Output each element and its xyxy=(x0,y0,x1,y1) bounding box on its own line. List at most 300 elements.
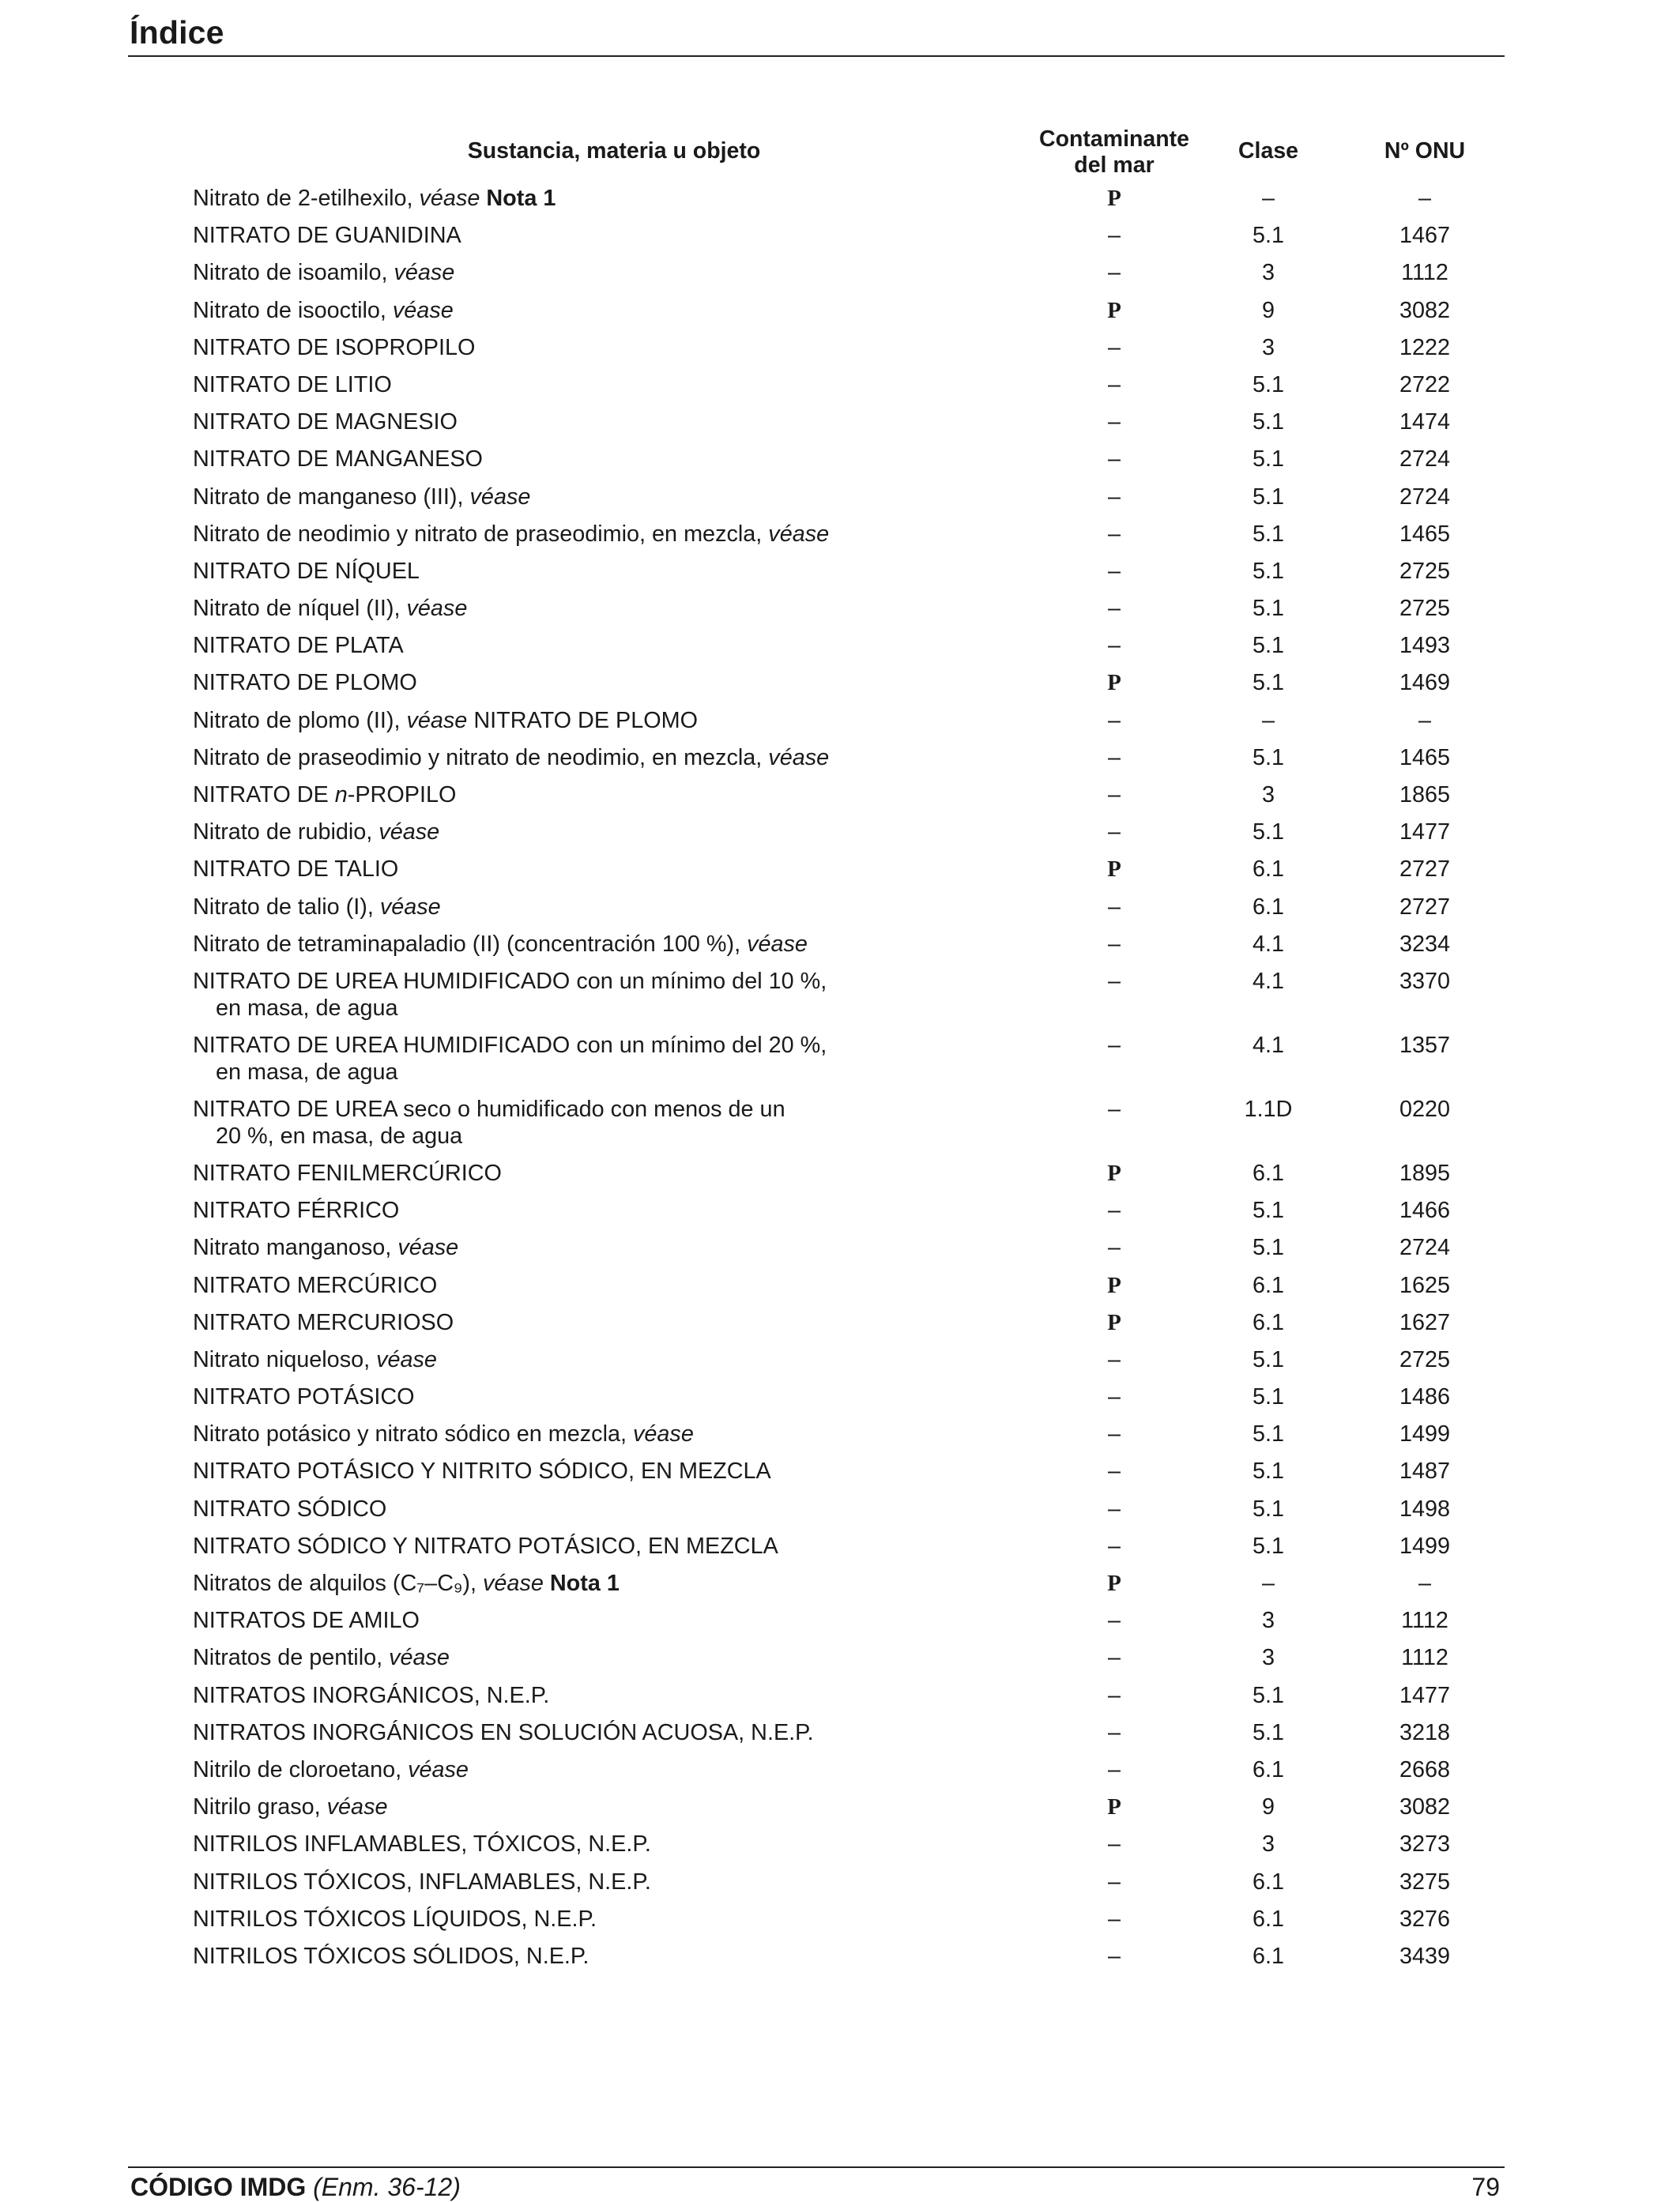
marine-pollutant-cell: – xyxy=(1107,1645,1121,1671)
substance-note-ref: Nota 1 xyxy=(480,186,556,211)
table-row xyxy=(0,1794,1680,1831)
marine-pollutant-cell: P xyxy=(1107,1309,1121,1335)
un-number-cell: 1467 xyxy=(1399,223,1451,249)
substance-name-text: Nitrato de isoamilo, xyxy=(193,260,394,286)
class-cell: 5.1 xyxy=(1252,819,1285,845)
un-number-cell: 1112 xyxy=(1401,1608,1448,1634)
un-number-cell: 1498 xyxy=(1399,1496,1451,1522)
table-row xyxy=(0,707,1680,744)
substance-name xyxy=(193,819,888,845)
substance-name-text: Nitrato de tetraminapaladio (II) (concentración 100 %), xyxy=(193,931,748,957)
column-header-contaminante xyxy=(1026,126,1203,179)
substance-name-text: NITRATOS INORGÁNICOS EN SOLUCIÓN ACUOSA, N.E.P. xyxy=(193,1719,814,1745)
un-number-cell: 1465 xyxy=(1399,521,1451,547)
substance-name-italic: véase xyxy=(408,1756,469,1782)
un-number-cell: 1466 xyxy=(1399,1198,1451,1224)
substance-name-text: Nitrato de plomo (II), xyxy=(193,707,407,733)
substance-name-continuation: 20 %, en masa, de agua xyxy=(216,1123,463,1149)
page-title: Índice xyxy=(130,14,224,51)
marine-pollutant-cell: – xyxy=(1107,1421,1121,1447)
table-row xyxy=(0,1533,1680,1570)
substance-name-italic: véase xyxy=(483,1571,544,1596)
column-header-sustancia: Sustancia, materia u objeto xyxy=(467,138,761,164)
substance-name-text: Nitratos de alquilos (C₇–C₉), xyxy=(193,1571,484,1596)
substance-name-italic: véase xyxy=(394,260,455,286)
un-number-cell: – xyxy=(1418,186,1431,211)
class-cell: – xyxy=(1261,186,1275,211)
page-footer xyxy=(128,2166,1505,2201)
class-cell: 5.1 xyxy=(1252,1384,1285,1410)
substance-name xyxy=(193,1607,888,1634)
un-number-cell: 2722 xyxy=(1399,371,1451,397)
un-number-cell: – xyxy=(1418,707,1431,733)
table-row xyxy=(0,1943,1680,1980)
substance-name xyxy=(193,1794,888,1820)
footer-edition: (Enm. 36-12) xyxy=(313,2173,461,2201)
substance-name xyxy=(193,1309,888,1336)
substance-name-text: Nitrato de isooctilo, xyxy=(193,297,393,323)
substance-name-text: NITRATO DE xyxy=(193,782,335,807)
class-cell: 6.1 xyxy=(1252,894,1285,920)
marine-pollutant-cell: – xyxy=(1107,521,1121,547)
class-cell: 5.1 xyxy=(1252,1682,1285,1708)
substance-name-tail: NITRATO DE PLOMO xyxy=(467,707,699,733)
substance-name-italic: véase xyxy=(379,894,441,920)
table-row xyxy=(0,931,1680,968)
substance-name-text: NITRATOS INORGÁNICOS, N.E.P. xyxy=(193,1682,550,1708)
page-header xyxy=(128,11,1505,57)
table-row xyxy=(0,1869,1680,1906)
substance-name-text: NITRATO DE MANGANESO xyxy=(193,446,483,472)
substance-name-text: NITRATO POTÁSICO Y NITRITO SÓDICO, EN MEZCLA xyxy=(193,1459,771,1485)
marine-pollutant-cell: – xyxy=(1107,1906,1121,1932)
un-number-cell: 1465 xyxy=(1399,744,1451,770)
substance-name-text: Nitrato de 2-etilhexilo, xyxy=(193,186,420,211)
substance-name-tail: -PROPILO xyxy=(347,782,457,807)
class-cell: 5.1 xyxy=(1252,558,1285,584)
table-row xyxy=(0,1032,1680,1096)
un-number-cell: 3439 xyxy=(1399,1943,1451,1969)
table-header xyxy=(0,119,1680,182)
table-row xyxy=(0,222,1680,259)
substance-name xyxy=(193,1644,888,1671)
table-row xyxy=(0,297,1680,334)
un-number-cell: 3218 xyxy=(1399,1719,1451,1745)
substance-name-text: NITRATO DE NÍQUEL xyxy=(193,558,420,584)
substance-name-text: NITRATO DE UREA HUMIDIFICADO con un mínimo del 10 %, xyxy=(193,968,827,994)
marine-pollutant-cell: – xyxy=(1107,1831,1121,1858)
substance-name xyxy=(193,446,888,472)
un-number-cell: – xyxy=(1418,1571,1431,1596)
class-cell: – xyxy=(1261,1571,1275,1596)
table-row xyxy=(0,1831,1680,1868)
marine-pollutant-cell: – xyxy=(1107,968,1121,994)
substance-name-text: NITRATO DE ISOPROPILO xyxy=(193,334,476,360)
substance-name-text: Nitrato de níquel (II), xyxy=(193,596,407,622)
un-number-cell: 1486 xyxy=(1399,1384,1451,1410)
class-cell: 4.1 xyxy=(1252,1032,1285,1058)
substance-name-italic: véase xyxy=(397,1235,459,1261)
class-cell: 6.1 xyxy=(1252,1160,1285,1186)
substance-name xyxy=(193,558,888,585)
table-row xyxy=(0,1272,1680,1309)
class-cell: 3 xyxy=(1261,260,1275,286)
table-row xyxy=(0,1458,1680,1495)
substance-name-text: Nitrato de talio (I), xyxy=(193,894,380,920)
footer-code xyxy=(130,2173,461,2202)
class-cell: 5.1 xyxy=(1252,484,1285,510)
column-header-contaminante-line2: del mar xyxy=(1074,152,1155,178)
class-cell: 5.1 xyxy=(1252,1421,1285,1447)
class-cell: 5.1 xyxy=(1252,1346,1285,1372)
un-number-cell: 2727 xyxy=(1399,856,1451,883)
un-number-cell: 2725 xyxy=(1399,558,1451,584)
marine-pollutant-cell: – xyxy=(1107,1608,1121,1634)
table-row xyxy=(0,1570,1680,1607)
substance-name xyxy=(193,781,888,808)
substance-name xyxy=(193,185,888,212)
table-row xyxy=(0,1197,1680,1234)
marine-pollutant-cell: – xyxy=(1107,1032,1121,1058)
table-row xyxy=(0,1644,1680,1681)
substance-name xyxy=(193,1682,888,1709)
table-row xyxy=(0,1719,1680,1756)
table-row xyxy=(0,1346,1680,1383)
substance-name xyxy=(193,1096,888,1150)
substance-name xyxy=(193,1869,888,1895)
un-number-cell: 1477 xyxy=(1399,1682,1451,1708)
class-cell: 5.1 xyxy=(1252,670,1285,696)
substance-name xyxy=(193,521,888,548)
footer-code-title: CÓDIGO IMDG xyxy=(130,2173,307,2201)
un-number-cell: 1627 xyxy=(1399,1309,1451,1335)
table-row xyxy=(0,1383,1680,1421)
marine-pollutant-cell: – xyxy=(1107,371,1121,397)
substance-name-text: Nitrilo graso, xyxy=(193,1794,327,1820)
table-row xyxy=(0,968,1680,1032)
substance-name-text: NITRILOS TÓXICOS LÍQUIDOS, N.E.P. xyxy=(193,1906,597,1932)
marine-pollutant-cell: P xyxy=(1107,186,1121,211)
substance-name xyxy=(193,1570,888,1597)
substance-name-text: NITRILOS TÓXICOS, INFLAMABLES, N.E.P. xyxy=(193,1869,651,1895)
table-row xyxy=(0,669,1680,706)
marine-pollutant-cell: – xyxy=(1107,409,1121,435)
substance-name-text: NITRATO SÓDICO Y NITRATO POTÁSICO, EN MEZCLA xyxy=(193,1533,778,1559)
substance-name-text: Nitrato de neodimio y nitrato de praseodimio, en mezcla, xyxy=(193,521,769,547)
class-cell: 3 xyxy=(1261,1608,1275,1634)
substance-name xyxy=(193,1943,888,1970)
class-cell: 9 xyxy=(1261,297,1275,323)
substance-name-text: NITRATO DE UREA seco o humidificado con menos de un xyxy=(193,1096,785,1122)
un-number-cell: 3370 xyxy=(1399,968,1451,994)
marine-pollutant-cell: P xyxy=(1107,1272,1121,1298)
class-cell: 3 xyxy=(1261,782,1275,807)
un-number-cell: 1499 xyxy=(1399,1533,1451,1559)
marine-pollutant-cell: – xyxy=(1107,1096,1121,1122)
substance-name xyxy=(193,707,888,734)
substance-name-italic: véase xyxy=(633,1421,694,1447)
class-cell: 3 xyxy=(1261,334,1275,360)
table-row xyxy=(0,856,1680,893)
substance-name xyxy=(193,259,888,286)
un-number-cell: 1469 xyxy=(1399,670,1451,696)
substance-name xyxy=(193,484,888,510)
column-header-contaminante-line1: Contaminante xyxy=(1038,126,1189,152)
substance-name-text: Nitrato manganoso, xyxy=(193,1235,398,1261)
substance-name xyxy=(193,1421,888,1447)
substance-name xyxy=(193,408,888,435)
marine-pollutant-cell: P xyxy=(1107,1160,1121,1186)
marine-pollutant-cell: – xyxy=(1107,596,1121,622)
substance-name-text: NITRATO FÉRRICO xyxy=(193,1198,400,1224)
substance-name xyxy=(193,931,888,958)
substance-name xyxy=(193,1756,888,1783)
un-number-cell: 2727 xyxy=(1399,894,1451,920)
substance-name-text: NITRATO DE PLOMO xyxy=(193,670,417,696)
marine-pollutant-cell: – xyxy=(1107,782,1121,807)
substance-name-continuation: en masa, de agua xyxy=(216,995,398,1021)
substance-name xyxy=(193,1906,888,1933)
table-row xyxy=(0,185,1680,222)
class-cell: – xyxy=(1261,707,1275,733)
marine-pollutant-cell: P xyxy=(1107,670,1121,696)
class-cell: 5.1 xyxy=(1252,1496,1285,1522)
class-cell: 5.1 xyxy=(1252,744,1285,770)
substance-name-italic: véase xyxy=(419,186,480,211)
marine-pollutant-cell: – xyxy=(1107,1756,1121,1782)
substance-name-italic: véase xyxy=(768,521,830,547)
un-number-cell: 3082 xyxy=(1399,1794,1451,1820)
substance-name xyxy=(193,1032,888,1086)
un-number-cell: 1477 xyxy=(1399,819,1451,845)
substance-name-text: Nitrato de manganeso (III), xyxy=(193,484,470,510)
marine-pollutant-cell: P xyxy=(1107,856,1121,883)
table-row xyxy=(0,484,1680,521)
marine-pollutant-cell: – xyxy=(1107,894,1121,920)
column-header-clase: Clase xyxy=(1237,138,1299,164)
class-cell: 5.1 xyxy=(1252,521,1285,547)
table-row xyxy=(0,1682,1680,1719)
substance-name xyxy=(193,1197,888,1224)
substance-name xyxy=(193,1719,888,1746)
un-number-cell: 3276 xyxy=(1399,1906,1451,1932)
un-number-cell: 1499 xyxy=(1399,1421,1451,1447)
substance-name-text: NITRATO DE PLATA xyxy=(193,633,404,659)
substance-name-text: NITRATO DE UREA HUMIDIFICADO con un mínimo del 20 %, xyxy=(193,1032,827,1058)
marine-pollutant-cell: – xyxy=(1107,484,1121,510)
marine-pollutant-cell: P xyxy=(1107,297,1121,323)
marine-pollutant-cell: – xyxy=(1107,334,1121,360)
substance-name xyxy=(193,669,888,696)
substance-name-text: NITRATO DE MAGNESIO xyxy=(193,409,458,435)
class-cell: 5.1 xyxy=(1252,446,1285,472)
substance-name xyxy=(193,894,888,920)
class-cell: 1.1D xyxy=(1244,1096,1293,1122)
substance-name xyxy=(193,297,888,324)
substance-name xyxy=(193,744,888,771)
substance-name-italic: véase xyxy=(768,744,830,770)
marine-pollutant-cell: – xyxy=(1107,1235,1121,1261)
class-cell: 6.1 xyxy=(1252,1756,1285,1782)
marine-pollutant-cell: – xyxy=(1107,1682,1121,1708)
class-cell: 5.1 xyxy=(1252,1459,1285,1485)
substance-name-italic: véase xyxy=(392,297,454,323)
substance-name-italic: véase xyxy=(469,484,531,510)
table-row xyxy=(0,894,1680,931)
substance-name-text: Nitratos de pentilo, xyxy=(193,1645,390,1671)
class-cell: 5.1 xyxy=(1252,1235,1285,1261)
table-row xyxy=(0,1421,1680,1458)
table-row xyxy=(0,1234,1680,1271)
page-number: 79 xyxy=(1471,2173,1500,2201)
marine-pollutant-cell: – xyxy=(1107,1459,1121,1485)
substance-name xyxy=(193,371,888,398)
substance-name-italic: véase xyxy=(389,1645,450,1671)
substance-name xyxy=(193,1831,888,1858)
table-row xyxy=(0,334,1680,371)
table-row xyxy=(0,744,1680,781)
table-row xyxy=(0,259,1680,296)
class-cell: 5.1 xyxy=(1252,596,1285,622)
un-number-cell: 1357 xyxy=(1399,1032,1451,1058)
substance-name xyxy=(193,632,888,659)
substance-name xyxy=(193,1533,888,1560)
class-cell: 5.1 xyxy=(1252,223,1285,249)
marine-pollutant-cell: – xyxy=(1107,1533,1121,1559)
un-number-cell: 1474 xyxy=(1399,409,1451,435)
un-number-cell: 3234 xyxy=(1399,931,1451,957)
substance-name-text: Nitrato de rubidio, xyxy=(193,819,379,845)
substance-name-italic: véase xyxy=(747,931,808,957)
substance-name-italic: véase xyxy=(326,1794,388,1820)
substance-name-text: Nitrilo de cloroetano, xyxy=(193,1756,409,1782)
substance-name-italic: véase xyxy=(406,596,468,622)
class-cell: 5.1 xyxy=(1252,1719,1285,1745)
table-row xyxy=(0,819,1680,856)
substance-name xyxy=(193,222,888,249)
un-number-cell: 0220 xyxy=(1399,1096,1451,1122)
class-cell: 6.1 xyxy=(1252,1272,1285,1298)
un-number-cell: 1865 xyxy=(1399,782,1451,807)
substance-name xyxy=(193,1160,888,1187)
substance-name-text: NITRATO MERCURIOSO xyxy=(193,1309,454,1335)
substance-name-italic: véase xyxy=(379,819,440,845)
substance-name xyxy=(193,334,888,361)
class-cell: 4.1 xyxy=(1252,931,1285,957)
substance-name-text: Nitrato niqueloso, xyxy=(193,1346,377,1372)
table-row xyxy=(0,1607,1680,1644)
substance-name xyxy=(193,1272,888,1299)
substance-name xyxy=(193,1383,888,1410)
substance-name-text: NITRATO SÓDICO xyxy=(193,1496,387,1522)
substance-name xyxy=(193,1234,888,1261)
marine-pollutant-cell: – xyxy=(1107,223,1121,249)
un-number-cell: 2724 xyxy=(1399,1235,1451,1261)
table-row xyxy=(0,1309,1680,1346)
table-row xyxy=(0,446,1680,483)
marine-pollutant-cell: – xyxy=(1107,1719,1121,1745)
substance-name-text: NITRATOS DE AMILO xyxy=(193,1608,420,1634)
class-cell: 6.1 xyxy=(1252,1906,1285,1932)
substance-name xyxy=(193,1496,888,1523)
marine-pollutant-cell: – xyxy=(1107,446,1121,472)
table-row xyxy=(0,632,1680,669)
substance-note-ref: Nota 1 xyxy=(543,1571,620,1596)
marine-pollutant-cell: – xyxy=(1107,1198,1121,1224)
substance-name xyxy=(193,968,888,1022)
substance-name-text: NITRATO DE GUANIDINA xyxy=(193,223,461,249)
marine-pollutant-cell: – xyxy=(1107,633,1121,659)
un-number-cell: 2725 xyxy=(1399,596,1451,622)
column-header-onu: Nº ONU xyxy=(1384,138,1466,164)
substance-name-text: NITRATO POTÁSICO xyxy=(193,1384,415,1410)
substance-name-italic: véase xyxy=(376,1346,437,1372)
un-number-cell: 1493 xyxy=(1399,633,1451,659)
substance-name-text: NITRATO DE LITIO xyxy=(193,371,392,397)
un-number-cell: 2725 xyxy=(1399,1346,1451,1372)
marine-pollutant-cell: – xyxy=(1107,819,1121,845)
substance-name-text: Nitrato de praseodimio y nitrato de neodimio, en mezcla, xyxy=(193,744,769,770)
table-row xyxy=(0,781,1680,819)
class-cell: 6.1 xyxy=(1252,1309,1285,1335)
un-number-cell: 2668 xyxy=(1399,1756,1451,1782)
substance-name xyxy=(193,856,888,883)
marine-pollutant-cell: – xyxy=(1107,707,1121,733)
class-cell: 5.1 xyxy=(1252,409,1285,435)
table-row xyxy=(0,1496,1680,1533)
substance-name xyxy=(193,1458,888,1485)
marine-pollutant-cell: – xyxy=(1107,1346,1121,1372)
class-cell: 5.1 xyxy=(1252,1533,1285,1559)
un-number-cell: 1222 xyxy=(1399,334,1451,360)
class-cell: 3 xyxy=(1261,1831,1275,1858)
class-cell: 3 xyxy=(1261,1645,1275,1671)
class-cell: 5.1 xyxy=(1252,371,1285,397)
substance-name-text: NITRILOS TÓXICOS SÓLIDOS, N.E.P. xyxy=(193,1943,590,1969)
substance-name-text: NITRATO FENILMERCÚRICO xyxy=(193,1160,502,1186)
un-number-cell: 3275 xyxy=(1399,1869,1451,1895)
marine-pollutant-cell: – xyxy=(1107,744,1121,770)
class-cell: 5.1 xyxy=(1252,633,1285,659)
class-cell: 9 xyxy=(1261,1794,1275,1820)
substance-name-text: NITRILOS INFLAMABLES, TÓXICOS, N.E.P. xyxy=(193,1831,651,1858)
marine-pollutant-cell: – xyxy=(1107,1496,1121,1522)
marine-pollutant-cell: – xyxy=(1107,1943,1121,1969)
table-row xyxy=(0,1160,1680,1197)
table-row xyxy=(0,371,1680,408)
un-number-cell: 1112 xyxy=(1401,260,1448,286)
un-number-cell: 2724 xyxy=(1399,484,1451,510)
substance-name-continuation: en masa, de agua xyxy=(216,1059,398,1085)
marine-pollutant-cell: – xyxy=(1107,1384,1121,1410)
substance-name-text: NITRATO DE TALIO xyxy=(193,856,399,883)
un-number-cell: 1487 xyxy=(1399,1459,1451,1485)
class-cell: 6.1 xyxy=(1252,1869,1285,1895)
un-number-cell: 1625 xyxy=(1399,1272,1451,1298)
marine-pollutant-cell: P xyxy=(1107,1794,1121,1820)
table-row xyxy=(0,558,1680,595)
class-cell: 4.1 xyxy=(1252,968,1285,994)
substance-name xyxy=(193,595,888,622)
class-cell: 6.1 xyxy=(1252,1943,1285,1969)
un-number-cell: 1895 xyxy=(1399,1160,1451,1186)
class-cell: 5.1 xyxy=(1252,1198,1285,1224)
table-row xyxy=(0,408,1680,446)
table-row xyxy=(0,595,1680,632)
marine-pollutant-cell: – xyxy=(1107,260,1121,286)
table-row xyxy=(0,1906,1680,1943)
marine-pollutant-cell: – xyxy=(1107,1869,1121,1895)
